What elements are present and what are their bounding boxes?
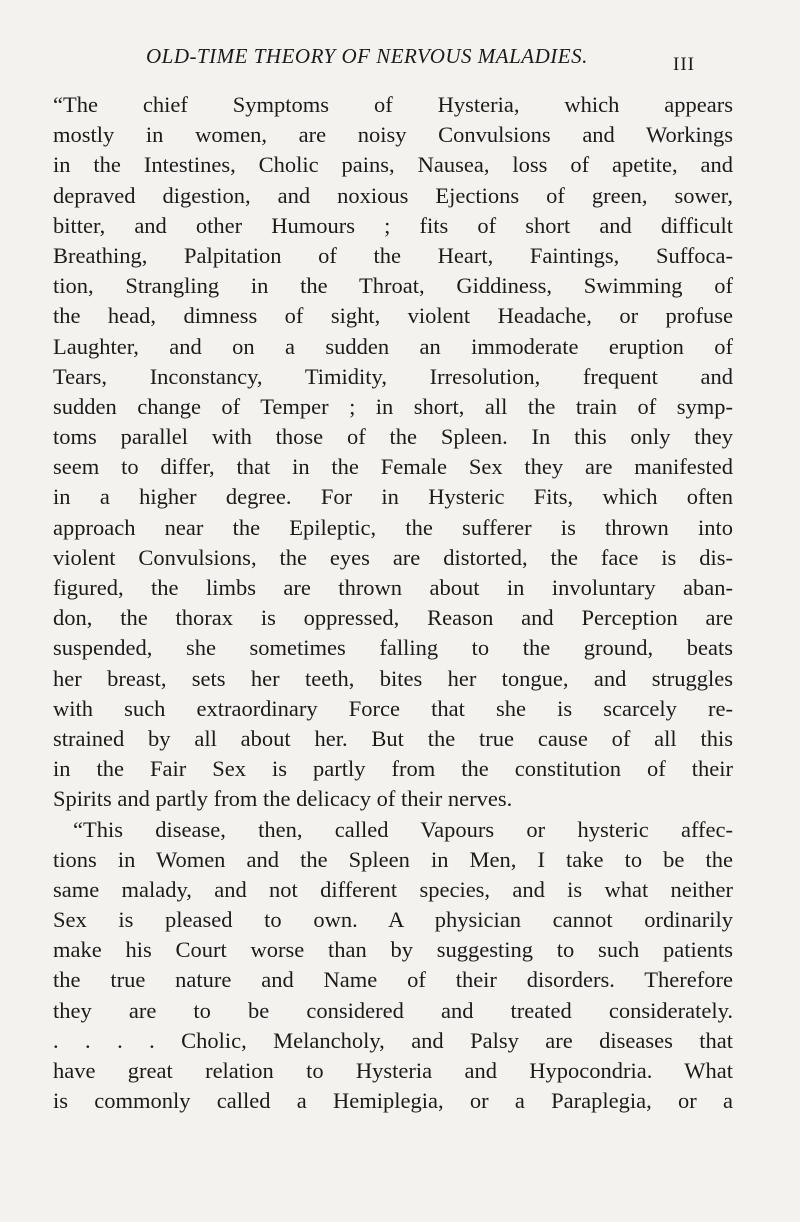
- text-line: in the Fair Sex is partly from the constitution of their: [53, 756, 733, 782]
- text-line: Tears, Inconstancy, Timidity, Irresolution, frequent and: [53, 363, 733, 389]
- text-line: same malady, and not different species, and is what neither: [53, 876, 733, 902]
- text-line: . . . . Cholic, Melancholy, and Palsy are diseases that: [53, 1027, 733, 1053]
- text-line: violent Convulsions, the eyes are distorted, the face is dis-: [53, 544, 733, 570]
- text-line: suspended, she sometimes falling to the ground, beats: [53, 635, 733, 661]
- text-line: is commonly called a Hemiplegia, or a Paraplegia, or a: [53, 1088, 733, 1114]
- text-line: strained by all about her. But the true cause of all this: [53, 725, 733, 751]
- page-header: [146, 44, 726, 84]
- text-line: tion, Strangling in the Throat, Giddiness, Swimming of: [53, 273, 733, 299]
- text-line: the head, dimness of sight, violent Headache, or profuse: [53, 303, 733, 329]
- running-title: OLD-TIME THEORY OF NERVOUS MALADIES.: [146, 44, 588, 68]
- page-number: III: [673, 54, 695, 75]
- text-line: her breast, sets her teeth, bites her tongue, and struggles: [53, 665, 733, 691]
- text-line: toms parallel with those of the Spleen. In this only they: [53, 424, 733, 450]
- text-line: in the Intestines, Cholic pains, Nausea, loss of apetite, and: [53, 152, 733, 178]
- text-line: sudden change of Temper ; in short, all the train of symp-: [53, 393, 733, 419]
- text-line: Breathing, Palpitation of the Heart, Faintings, Suffoca-: [53, 242, 733, 268]
- text-line: depraved digestion, and noxious Ejections of green, sower,: [53, 182, 733, 208]
- text-line: bitter, and other Humours ; fits of short and difficult: [53, 212, 733, 238]
- text-line: make his Court worse than by suggesting to such patients: [53, 937, 733, 963]
- text-line: Spirits and partly from the delicacy of their nerves.: [53, 786, 513, 812]
- text-line: “The chief Symptoms of Hysteria, which appears: [53, 92, 733, 117]
- text-line: they are to be considered and treated considerately.: [53, 997, 733, 1023]
- text-line: tions in Women and the Spleen in Men, I take to be the: [53, 846, 733, 872]
- text-line: with such extraordinary Force that she is scarcely re-: [53, 695, 733, 721]
- text-line: in a higher degree. For in Hysteric Fits, which often: [53, 484, 733, 510]
- text-line: mostly in women, are noisy Convulsions and Workings: [53, 122, 733, 148]
- text-line: “This disease, then, called Vapours or hysteric affec-: [73, 816, 733, 842]
- text-line: Laughter, and on a sudden an immoderate eruption of: [53, 333, 733, 359]
- text-line: seem to differ, that in the Female Sex they are manifested: [53, 454, 733, 480]
- text-line: approach near the Epileptic, the sufferer is thrown into: [53, 514, 733, 540]
- text-line: Sex is pleased to own. A physician cannot ordinarily: [53, 907, 733, 933]
- text-line: the true nature and Name of their disorders. Therefore: [53, 967, 733, 993]
- body-text: [53, 90, 733, 1116]
- text-line: figured, the limbs are thrown about in involuntary aban-: [53, 575, 733, 600]
- text-line: have great relation to Hysteria and Hypocondria. What: [53, 1058, 733, 1083]
- text-line: don, the thorax is oppressed, Reason and Perception are: [53, 605, 733, 631]
